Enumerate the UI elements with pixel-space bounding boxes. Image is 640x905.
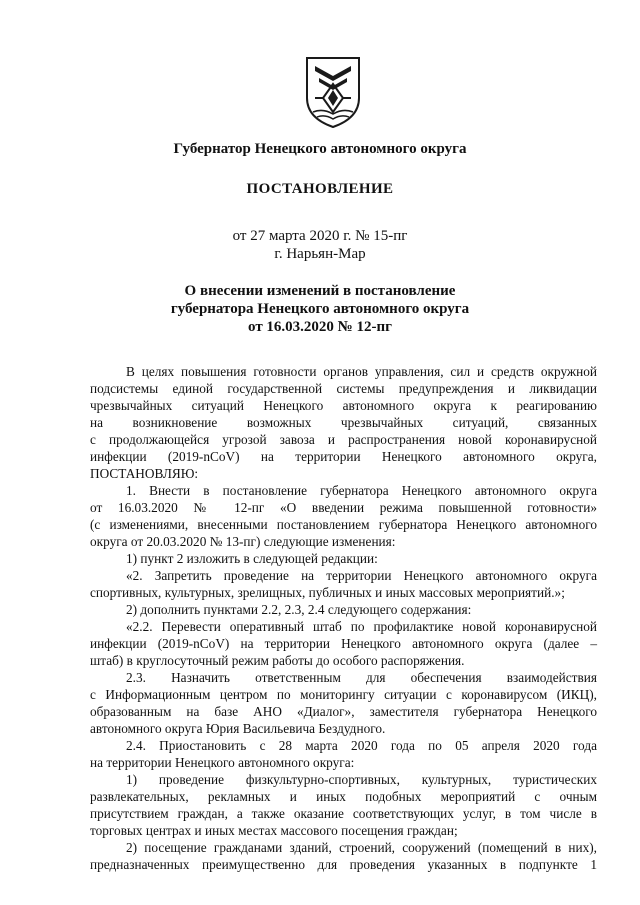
body-line: на территории Ненецкого автономного округа: — [90, 755, 355, 770]
subject-line: О внесении изменений в постановление — [184, 283, 456, 299]
body-line: В целях повышения готовности органов управления, сил и средств окружной — [126, 364, 597, 379]
body-line: инфекции (2019-nCoV) на территории Ненецкого автономного округа (далее – — [90, 636, 597, 651]
body-line: спортивных, культурных, зрелищных, публичных и иных массовых мероприятий.»; — [90, 585, 565, 600]
body-line: «2. Запретить проведение на территории Ненецкого автономного округа — [126, 568, 597, 583]
body-line: 2.3. Назначить ответственным для обеспечения взаимодействия — [126, 670, 597, 685]
body-line: 1) проведение физкультурно-спортивных, культурных, туристических — [126, 772, 597, 787]
body-line: образованным на базе АНО «Диалог», заместителя губернатора Ненецкого — [90, 704, 597, 719]
document-type: ПОСТАНОВЛЕНИЕ — [246, 181, 394, 197]
city: г. Нарьян-Мар — [274, 246, 366, 262]
body-line: присутствием граждан, а также оказание соответствующих услуг, в том числе в — [90, 806, 597, 821]
body-line: торговых центрах и иных местах массового посещения граждан; — [90, 823, 458, 838]
body-line: 2) дополнить пунктами 2.2, 2.3, 2.4 следующего содержания: — [126, 602, 472, 617]
body-line: от 16.03.2020 № 12-пг «О введении режима повышенной готовности» — [90, 500, 597, 515]
body-line: (с изменениями, внесенными постановлением губернатора Ненецкого автономного — [90, 517, 597, 532]
subject-line: губернатора Ненецкого автономного округа — [170, 301, 470, 317]
body-line: 2) посещение гражданами зданий, строений, сооружений (помещений в них), — [126, 840, 597, 855]
body-line: подсистемы единой государственной системы предупреждения и ликвидации — [90, 381, 597, 396]
body-line: инфекции (2019-nCoV) на территории Ненецкого автономного округа, — [90, 449, 597, 464]
body-line: с продолжающейся угрозой завоза и распространения новой коронавирусной — [90, 432, 597, 447]
issuer-title: Губернатор Ненецкого автономного округа — [173, 141, 467, 157]
body-line: штаб) в круглосуточный режим работы до особого распоряжения. — [90, 653, 465, 668]
body-line: 1) пункт 2 изложить в следующей редакции: — [126, 551, 378, 566]
body-line: развлекательных, рекламных и иных подобных мероприятий с очным — [90, 789, 597, 804]
document-body — [90, 363, 597, 873]
body-line: автономного округа Юрия Васильевича Бездудного. — [90, 721, 386, 736]
body-line: 2.4. Приостановить с 28 марта 2020 года по 05 апреля 2020 года — [126, 738, 597, 753]
date-and-number: от 27 марта 2020 г. № 15-пг — [232, 228, 408, 244]
body-line: 1. Внести в постановление губернатора Ненецкого автономного округа — [126, 483, 597, 498]
subject-line: от 16.03.2020 № 12-пг — [248, 319, 392, 335]
body-line: округа от 20.03.2020 № 13-пг) следующие изменения: — [90, 534, 396, 549]
document-subject — [0, 282, 640, 336]
body-line: с Информационным центром по мониторингу ситуации с коронавирусом (ИКЦ), — [90, 687, 597, 702]
body-line: предназначенных преимущественно для проведения указанных в подпункте 1 — [90, 857, 597, 872]
body-line: ПОСТАНОВЛЯЮ: — [90, 466, 199, 481]
body-line: «2.2. Перевести оперативный штаб по профилактике новой коронавирусной — [126, 619, 597, 634]
body-line: чрезвычайных ситуаций Ненецкого автономного округа к реагированию — [90, 398, 597, 413]
body-line: на возникновение возможных чрезвычайных ситуаций, связанных — [90, 415, 597, 430]
coat-of-arms-icon — [303, 54, 363, 130]
